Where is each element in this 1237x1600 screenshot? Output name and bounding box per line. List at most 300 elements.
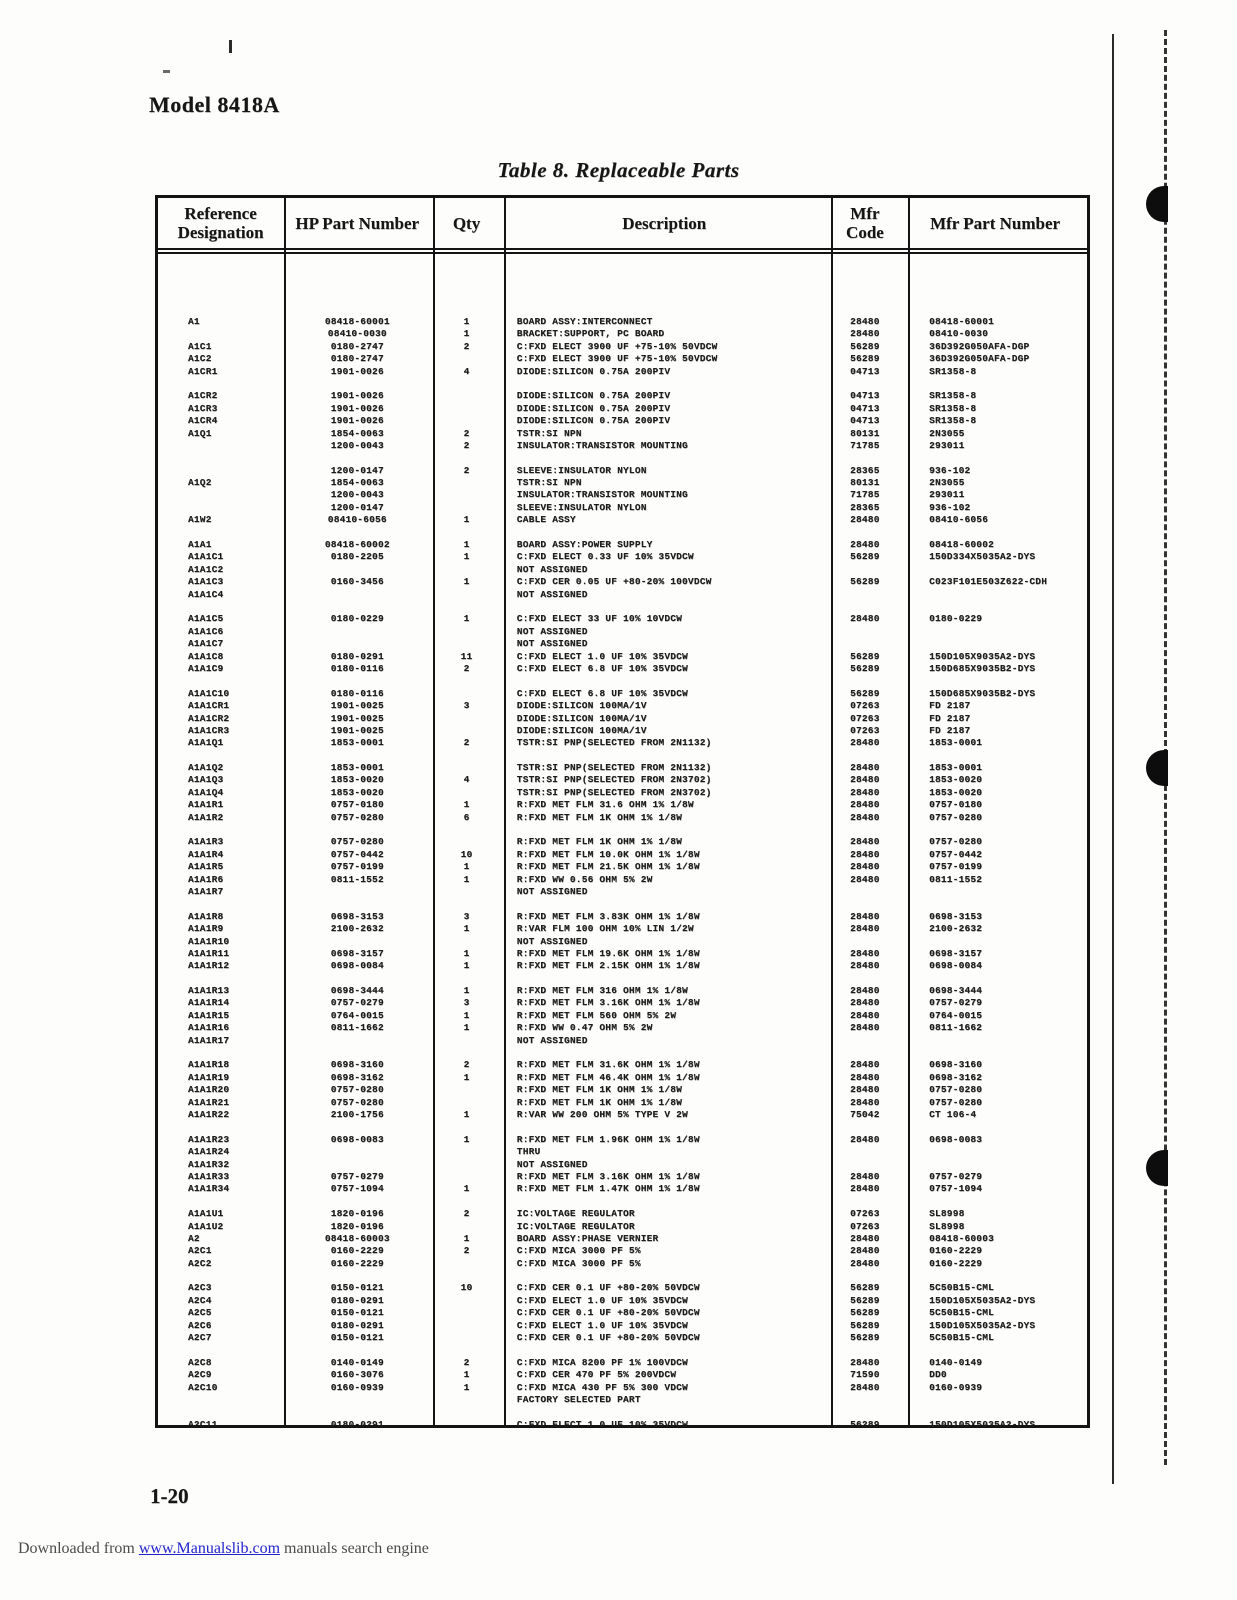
cell-desc: R:FXD MET FLM 46.4K OHM 1% 1/8W bbox=[516, 1071, 700, 1083]
cell-mfrpn: 0757-0280 bbox=[929, 1096, 983, 1108]
table-row bbox=[158, 1258, 1087, 1270]
table-row bbox=[158, 1320, 1087, 1332]
cell-desc: SLEEVE:INSULATOR NYLON bbox=[516, 464, 647, 476]
cell-mfr bbox=[827, 1146, 903, 1158]
cell-desc: R:FXD MET FLM 21.5K OHM 1% 1/8W bbox=[516, 861, 700, 873]
cell-desc: TSTR:SI PNP(SELECTED FROM 2N3702) bbox=[516, 786, 712, 798]
cell-mfr: 71785 bbox=[850, 489, 880, 501]
cell-ref: A2C11 bbox=[188, 1418, 218, 1430]
cell-ref: A2C5 bbox=[188, 1307, 212, 1319]
cell-mfrpn: 0698-3444 bbox=[929, 985, 983, 997]
row-group bbox=[158, 688, 1087, 750]
cell-ref: A1A1R14 bbox=[188, 997, 230, 1009]
cell-desc: R:FXD MET FLM 1K OHM 1% 1/8W bbox=[516, 836, 683, 848]
cell-mfr: 28480 bbox=[850, 1059, 880, 1071]
cell-desc: BOARD ASSY:INTERCONNECT bbox=[516, 316, 653, 327]
cell-ref: A1A1Q2 bbox=[188, 762, 224, 774]
cell-mfr: 56289 bbox=[850, 650, 880, 662]
cell-ref: A1A1C5 bbox=[188, 613, 224, 625]
cell-hp: 1853-0020 bbox=[330, 774, 384, 786]
table-row bbox=[158, 539, 1087, 551]
cell-qty: 1 bbox=[463, 1381, 470, 1393]
cell-qty: 3 bbox=[463, 700, 470, 712]
table-row bbox=[158, 465, 1087, 477]
cell-hp: 0757-0280 bbox=[330, 836, 384, 848]
cell-qty: 1 bbox=[463, 328, 470, 340]
cell-mfrpn: 0764-0015 bbox=[929, 1009, 983, 1021]
cell-desc: C:FXD MICA 8200 PF 1% 100VDCW bbox=[516, 1356, 688, 1368]
cell-mfrpn: 0757-1094 bbox=[929, 1183, 983, 1195]
cell-ref: A1A1R4 bbox=[188, 848, 224, 860]
page-edge-line bbox=[1112, 34, 1114, 1484]
cell-desc: DIODE:SILICON 100MA/1V bbox=[516, 724, 647, 736]
cell-ref: A1A1R3 bbox=[188, 836, 224, 848]
cell-desc: C:FXD MICA 3000 PF 5% bbox=[516, 1245, 641, 1257]
table-row bbox=[158, 366, 1087, 378]
cell-desc: DIODE:SILICON 100MA/1V bbox=[516, 700, 647, 712]
cell-desc: R:FXD MET FLM 2.15K OHM 1% 1/8W bbox=[516, 960, 700, 972]
table-row bbox=[158, 316, 1087, 328]
cell-ref: A1A1R9 bbox=[188, 923, 224, 935]
table-row bbox=[158, 477, 1087, 489]
cell-desc: TSTR:SI NPN bbox=[516, 427, 582, 439]
table-row bbox=[158, 688, 1087, 700]
cell-mfrpn bbox=[903, 638, 1087, 650]
cell-desc: R:FXD MET FLM 3.83K OHM 1% 1/8W bbox=[516, 910, 700, 922]
cell-hp: 1200-0147 bbox=[330, 501, 384, 513]
table-row bbox=[158, 1233, 1087, 1245]
cell-qty bbox=[431, 1419, 502, 1431]
cell-desc: CABLE ASSY bbox=[516, 514, 576, 526]
cell-ref: A1A1CR2 bbox=[188, 712, 230, 724]
cell-mfr: 56289 bbox=[850, 1319, 880, 1331]
table-row bbox=[158, 725, 1087, 737]
table-row bbox=[158, 589, 1087, 601]
cell-mfr: 28480 bbox=[850, 1356, 880, 1368]
row-group bbox=[158, 911, 1087, 973]
cell-ref: A2C1 bbox=[188, 1245, 212, 1257]
cell-desc: R:FXD MET FLM 560 OHM 5% 2W bbox=[516, 1009, 677, 1021]
cell-desc: NOT ASSIGNED bbox=[516, 885, 588, 897]
cell-ref: A2C10 bbox=[188, 1381, 218, 1393]
table-row bbox=[158, 985, 1087, 997]
table-row bbox=[158, 1208, 1087, 1220]
cell-qty bbox=[431, 390, 502, 402]
cell-qty bbox=[431, 1159, 502, 1171]
cell-qty: 1 bbox=[463, 873, 470, 885]
cell-ref: A1A1C3 bbox=[188, 576, 224, 588]
cell-mfr: 04713 bbox=[850, 365, 880, 377]
cell-mfr: 28480 bbox=[850, 514, 880, 526]
cell-qty: 2 bbox=[463, 427, 470, 439]
cell-desc: INSULATOR:TRANSISTOR MOUNTING bbox=[516, 489, 688, 501]
cell-ref: A1A1C6 bbox=[188, 625, 224, 637]
cell-mfr bbox=[827, 936, 903, 948]
cell-mfr: 28480 bbox=[850, 910, 880, 922]
cell-qty: 1 bbox=[463, 613, 470, 625]
cell-ref: A1A1R11 bbox=[188, 947, 230, 959]
cell-ref: A1A1R7 bbox=[188, 885, 224, 897]
cell-qty: 1 bbox=[463, 1071, 470, 1083]
cell-desc: R:VAR FLM 100 OHM 10% LIN 1/2W bbox=[516, 923, 694, 935]
cell-mfrpn: 0698-3162 bbox=[929, 1071, 983, 1083]
row-group bbox=[158, 316, 1087, 378]
cell-mfr: 28480 bbox=[850, 861, 880, 873]
cell-mfr: 56289 bbox=[850, 551, 880, 563]
model-title: Model 8418A bbox=[149, 92, 280, 117]
cell-desc: BOARD ASSY:PHASE VERNIER bbox=[516, 1232, 659, 1244]
row-group bbox=[158, 1282, 1087, 1344]
table-row bbox=[158, 1159, 1087, 1171]
cell-mfr: 28480 bbox=[850, 1183, 880, 1195]
table-row bbox=[158, 911, 1087, 923]
cell-mfrpn: 08418-60001 bbox=[929, 316, 995, 327]
cell-mfr: 28480 bbox=[850, 947, 880, 959]
table-row bbox=[158, 390, 1087, 402]
cell-mfrpn: 150D685X9035B2-DYS bbox=[929, 662, 1036, 674]
cell-mfr: 56289 bbox=[850, 687, 880, 699]
cell-ref: A1A1Q3 bbox=[188, 774, 224, 786]
cell-hp: 1901-0025 bbox=[330, 724, 384, 736]
cell-desc: DIODE:SILICON 0.75A 200PIV bbox=[516, 415, 671, 427]
cell-mfr: 71590 bbox=[850, 1369, 880, 1381]
cell-desc: C:FXD ELECT 1.0 UF 10% 35VDCW bbox=[516, 650, 688, 662]
cell-ref: A1A1R23 bbox=[188, 1133, 230, 1145]
table-row bbox=[158, 762, 1087, 774]
cell-ref: A1A1R12 bbox=[188, 960, 230, 972]
cell-qty: 2 bbox=[463, 439, 470, 451]
cell-mfr: 28365 bbox=[850, 501, 880, 513]
cell-mfrpn bbox=[903, 626, 1087, 638]
cell-mfr: 28480 bbox=[850, 762, 880, 774]
cell-hp: 0698-3444 bbox=[330, 985, 384, 997]
scan-artifact-tick bbox=[229, 40, 232, 53]
cell-desc: DIODE:SILICON 100MA/1V bbox=[516, 712, 647, 724]
cell-ref: A1A1CR3 bbox=[188, 724, 230, 736]
row-group bbox=[158, 985, 1087, 1047]
table-row bbox=[158, 1059, 1087, 1071]
cell-mfr: 07263 bbox=[850, 700, 880, 712]
table-row bbox=[158, 936, 1087, 948]
table-row bbox=[158, 514, 1087, 526]
binder-dashed-line bbox=[1164, 30, 1167, 1465]
cell-qty bbox=[431, 1097, 502, 1109]
cell-mfr: 28480 bbox=[850, 1381, 880, 1393]
cell-mfr: 56289 bbox=[850, 1282, 880, 1294]
cell-mfrpn: 1853-0001 bbox=[929, 762, 983, 774]
table-row bbox=[158, 799, 1087, 811]
cell-hp: 0180-2747 bbox=[330, 353, 384, 365]
cell-hp: 0150-0121 bbox=[330, 1282, 384, 1294]
cell-hp bbox=[283, 589, 431, 601]
cell-hp: 1820-0196 bbox=[330, 1220, 384, 1232]
cell-hp: 2100-2632 bbox=[330, 923, 384, 935]
cell-qty: 1 bbox=[463, 1133, 470, 1145]
cell-hp: 1200-0147 bbox=[330, 464, 384, 476]
cell-mfrpn: 5C50B15-CML bbox=[929, 1307, 995, 1319]
cell-qty bbox=[431, 1221, 502, 1233]
cell-mfr: 28480 bbox=[850, 873, 880, 885]
cell-mfr: 28480 bbox=[850, 1232, 880, 1244]
cell-mfrpn: 0757-0280 bbox=[929, 811, 983, 823]
cell-hp: 0757-0199 bbox=[330, 861, 384, 873]
cell-ref: A1A1R8 bbox=[188, 910, 224, 922]
cell-desc: R:FXD MET FLM 31.6 OHM 1% 1/8W bbox=[516, 799, 694, 811]
cell-hp: 08418-60002 bbox=[324, 539, 390, 551]
cell-qty bbox=[431, 1307, 502, 1319]
table-row bbox=[158, 1035, 1087, 1047]
cell-qty bbox=[431, 1394, 502, 1406]
table-title: Table 8. Replaceable Parts bbox=[497, 158, 740, 182]
cell-mfr: 28480 bbox=[850, 1133, 880, 1145]
cell-mfrpn: SR1358-8 bbox=[929, 415, 977, 427]
cell-hp bbox=[283, 638, 431, 650]
cell-qty bbox=[431, 1146, 502, 1158]
cell-mfrpn: 2N3055 bbox=[929, 477, 965, 489]
cell-mfr bbox=[827, 626, 903, 638]
cell-hp: 0811-1552 bbox=[330, 873, 384, 885]
cell-hp bbox=[283, 626, 431, 638]
row-group bbox=[158, 390, 1087, 452]
cell-hp bbox=[283, 1035, 431, 1047]
cell-ref: A1A1R24 bbox=[188, 1146, 230, 1158]
cell-mfrpn: 0757-0199 bbox=[929, 861, 983, 873]
cell-desc: R:FXD WW 0.47 OHM 5% 2W bbox=[516, 1022, 653, 1034]
row-group bbox=[158, 1419, 1087, 1431]
cell-mfr: 28480 bbox=[850, 774, 880, 786]
table-row bbox=[158, 403, 1087, 415]
cell-ref: A1A1R19 bbox=[188, 1071, 230, 1083]
cell-mfrpn: 5C50B15-CML bbox=[929, 1282, 995, 1294]
table-row bbox=[158, 1394, 1087, 1406]
cell-qty: 1 bbox=[463, 861, 470, 873]
parts-table-body bbox=[158, 254, 1087, 1431]
cell-desc: C:FXD ELECT 1.0 UF 10% 35VDCW bbox=[516, 1418, 688, 1430]
table-row bbox=[158, 489, 1087, 501]
table-row bbox=[158, 849, 1087, 861]
cell-mfrpn: 0698-3160 bbox=[929, 1059, 983, 1071]
cell-mfr: 56289 bbox=[850, 1294, 880, 1306]
cell-mfr: 07263 bbox=[850, 724, 880, 736]
cell-hp: 2100-1756 bbox=[330, 1109, 384, 1120]
cell-ref: A1A1U1 bbox=[188, 1208, 224, 1220]
cell-hp: 1901-0026 bbox=[330, 365, 384, 377]
cell-ref: A2C4 bbox=[188, 1294, 212, 1306]
cell-ref: A1C1 bbox=[188, 340, 212, 352]
page-number: 1-20 bbox=[150, 1484, 189, 1508]
binder-mark bbox=[1146, 1150, 1168, 1186]
cell-ref: A1W2 bbox=[188, 514, 212, 526]
cell-hp: 0811-1662 bbox=[330, 1022, 384, 1034]
cell-desc: NOT ASSIGNED bbox=[516, 1158, 588, 1170]
cell-mfr: 28480 bbox=[850, 960, 880, 972]
cell-mfrpn: 0698-3157 bbox=[929, 947, 983, 959]
cell-ref: A1A1R16 bbox=[188, 1022, 230, 1034]
cell-hp: 1901-0026 bbox=[330, 402, 384, 414]
cell-desc: R:FXD MET FLM 3.16K OHM 1% 1/8W bbox=[516, 1170, 700, 1182]
cell-hp: 1901-0026 bbox=[330, 415, 384, 427]
cell-desc: C:FXD ELECT 6.8 UF 10% 35VDCW bbox=[516, 662, 688, 674]
cell-desc: IC:VOLTAGE REGULATOR bbox=[516, 1220, 635, 1232]
cell-mfrpn: SL8998 bbox=[929, 1220, 965, 1232]
cell-mfr: 07263 bbox=[850, 1208, 880, 1220]
cell-qty: 1 bbox=[463, 799, 470, 811]
cell-mfrpn: 0757-0279 bbox=[929, 1170, 983, 1182]
cell-desc: C:FXD ELECT 3900 UF +75-10% 50VDCW bbox=[516, 340, 718, 352]
cell-qty bbox=[431, 1320, 502, 1332]
cell-qty bbox=[431, 403, 502, 415]
cell-qty: 2 bbox=[463, 662, 470, 674]
cell-ref bbox=[158, 1394, 283, 1406]
cell-qty: 1 bbox=[463, 947, 470, 959]
cell-qty bbox=[431, 1258, 502, 1270]
cell-mfr: 75042 bbox=[850, 1109, 880, 1120]
cell-qty: 1 bbox=[463, 576, 470, 588]
cell-hp bbox=[283, 1146, 431, 1158]
cell-hp: 0757-0280 bbox=[330, 1096, 384, 1108]
cell-mfrpn bbox=[903, 1159, 1087, 1171]
cell-qty bbox=[431, 353, 502, 365]
cell-mfr: 80131 bbox=[850, 427, 880, 439]
cell-ref: A1A1C1 bbox=[188, 551, 224, 563]
cell-ref: A2C9 bbox=[188, 1369, 212, 1381]
table-row bbox=[158, 353, 1087, 365]
cell-qty: 6 bbox=[463, 811, 470, 823]
table-row bbox=[158, 1134, 1087, 1146]
cell-mfrpn: 150D685X9035B2-DYS bbox=[929, 687, 1036, 699]
cell-desc: DIODE:SILICON 0.75A 200PIV bbox=[516, 365, 671, 377]
table-row bbox=[158, 1245, 1087, 1257]
cell-desc: R:FXD MET FLM 1.47K OHM 1% 1/8W bbox=[516, 1183, 700, 1195]
cell-mfrpn: FD 2187 bbox=[929, 724, 971, 736]
cell-ref: A1Q2 bbox=[188, 477, 212, 489]
table-row bbox=[158, 1382, 1087, 1394]
row-group bbox=[158, 1134, 1087, 1196]
cell-hp: 0160-0939 bbox=[330, 1381, 384, 1393]
cell-hp bbox=[283, 564, 431, 576]
table-row bbox=[158, 564, 1087, 576]
cell-qty bbox=[431, 489, 502, 501]
cell-mfr: 28480 bbox=[850, 848, 880, 860]
table-row bbox=[158, 812, 1087, 824]
table-row bbox=[158, 1419, 1087, 1431]
cell-hp: 0698-0084 bbox=[330, 960, 384, 972]
cell-mfrpn: 0180-0229 bbox=[929, 613, 983, 625]
cell-ref: A1A1R34 bbox=[188, 1183, 230, 1195]
cell-mfrpn bbox=[903, 564, 1087, 576]
cell-desc: R:FXD MET FLM 31.6K OHM 1% 1/8W bbox=[516, 1059, 700, 1071]
cell-ref: A1 bbox=[188, 316, 200, 327]
row-group bbox=[158, 1357, 1087, 1407]
cell-desc: TSTR:SI PNP(SELECTED FROM 2N1132) bbox=[516, 737, 712, 749]
cell-hp: 0698-3157 bbox=[330, 947, 384, 959]
cell-hp: 1200-0043 bbox=[330, 439, 384, 451]
cell-mfrpn: 08418-60003 bbox=[929, 1232, 995, 1244]
cell-ref: A1A1CR1 bbox=[188, 700, 230, 712]
cell-ref bbox=[158, 440, 283, 452]
cell-ref: A1A1R15 bbox=[188, 1009, 230, 1021]
cell-mfrpn: 150D334X5035A2-DYS bbox=[929, 551, 1036, 563]
cell-qty: 1 bbox=[463, 1183, 470, 1195]
cell-ref: A1A1R5 bbox=[188, 861, 224, 873]
cell-hp: 08410-0030 bbox=[327, 328, 387, 340]
cell-qty: 3 bbox=[463, 910, 470, 922]
cell-hp: 0757-0180 bbox=[330, 799, 384, 811]
cell-qty bbox=[431, 477, 502, 489]
column-header-mfrpn: Mfr Part Number bbox=[930, 213, 1061, 233]
manualslib-link[interactable]: www.Manualslib.com bbox=[138, 1540, 281, 1557]
cell-mfrpn: 2100-2632 bbox=[929, 923, 983, 935]
cell-ref: A1A1R17 bbox=[188, 1034, 230, 1046]
replaceable-parts-table bbox=[155, 195, 1090, 1428]
cell-mfr: 56289 bbox=[850, 353, 880, 365]
row-group bbox=[158, 613, 1087, 675]
cell-qty bbox=[431, 787, 502, 799]
cell-hp: 1854-0063 bbox=[330, 477, 384, 489]
cell-mfrpn bbox=[903, 1394, 1087, 1406]
cell-hp: 0180-0116 bbox=[330, 662, 384, 674]
table-row bbox=[158, 502, 1087, 514]
cell-mfrpn: 0757-0280 bbox=[929, 1084, 983, 1096]
cell-mfrpn: SR1358-8 bbox=[929, 390, 977, 402]
cell-ref bbox=[158, 465, 283, 477]
cell-mfrpn: 1853-0020 bbox=[929, 786, 983, 798]
cell-mfr: 56289 bbox=[850, 662, 880, 674]
cell-desc: R:FXD MET FLM 316 OHM 1% 1/8W bbox=[516, 985, 688, 997]
cell-qty bbox=[431, 886, 502, 898]
cell-mfrpn: 1853-0001 bbox=[929, 737, 983, 749]
cell-desc: NOT ASSIGNED bbox=[516, 638, 588, 650]
cell-mfrpn: 0160-2229 bbox=[929, 1245, 983, 1257]
cell-mfr bbox=[827, 1159, 903, 1171]
cell-qty bbox=[431, 936, 502, 948]
cell-mfrpn: 293011 bbox=[929, 439, 965, 451]
footer-prefix: Downloaded from bbox=[18, 1540, 139, 1557]
cell-ref: A1A1C7 bbox=[188, 638, 224, 650]
cell-desc: R:FXD MET FLM 3.16K OHM 1% 1/8W bbox=[516, 997, 700, 1009]
cell-desc: C:FXD ELECT 0.33 UF 10% 35VDCW bbox=[516, 551, 694, 563]
cell-ref: A2C2 bbox=[188, 1257, 212, 1269]
table-row bbox=[158, 1357, 1087, 1369]
table-row bbox=[158, 1183, 1087, 1195]
table-row bbox=[158, 1010, 1087, 1022]
cell-desc: R:FXD WW 0.56 OHM 5% 2W bbox=[516, 873, 653, 885]
cell-ref: A2C8 bbox=[188, 1356, 212, 1368]
cell-mfr: 56289 bbox=[850, 576, 880, 588]
cell-desc: DIODE:SILICON 0.75A 200PIV bbox=[516, 390, 671, 402]
row-group bbox=[158, 1059, 1087, 1121]
cell-mfr: 56289 bbox=[850, 1307, 880, 1319]
cell-desc: TSTR:SI PNP(SELECTED FROM 2N1132) bbox=[516, 762, 712, 774]
cell-desc: BOARD ASSY:POWER SUPPLY bbox=[516, 539, 653, 551]
cell-mfrpn: 2N3055 bbox=[929, 427, 965, 439]
cell-mfr: 07263 bbox=[850, 1220, 880, 1232]
table-row bbox=[158, 1282, 1087, 1294]
table-row bbox=[158, 551, 1087, 563]
cell-hp: 0150-0121 bbox=[330, 1307, 384, 1319]
cell-desc: R:VAR WW 200 OHM 5% TYPE V 2W bbox=[516, 1109, 688, 1120]
cell-qty: 1 bbox=[463, 1009, 470, 1021]
cell-ref bbox=[158, 489, 283, 501]
cell-hp: 1901-0025 bbox=[330, 700, 384, 712]
cell-desc: C:FXD CER 0.05 UF +80-20% 100VDCW bbox=[516, 576, 712, 588]
cell-desc: NOT ASSIGNED bbox=[516, 625, 588, 637]
cell-qty bbox=[431, 836, 502, 848]
cell-qty: 1 bbox=[463, 960, 470, 972]
cell-desc: R:FXD MET FLM 19.6K OHM 1% 1/8W bbox=[516, 947, 700, 959]
table-row bbox=[158, 737, 1087, 749]
cell-mfr: 28480 bbox=[850, 1245, 880, 1257]
